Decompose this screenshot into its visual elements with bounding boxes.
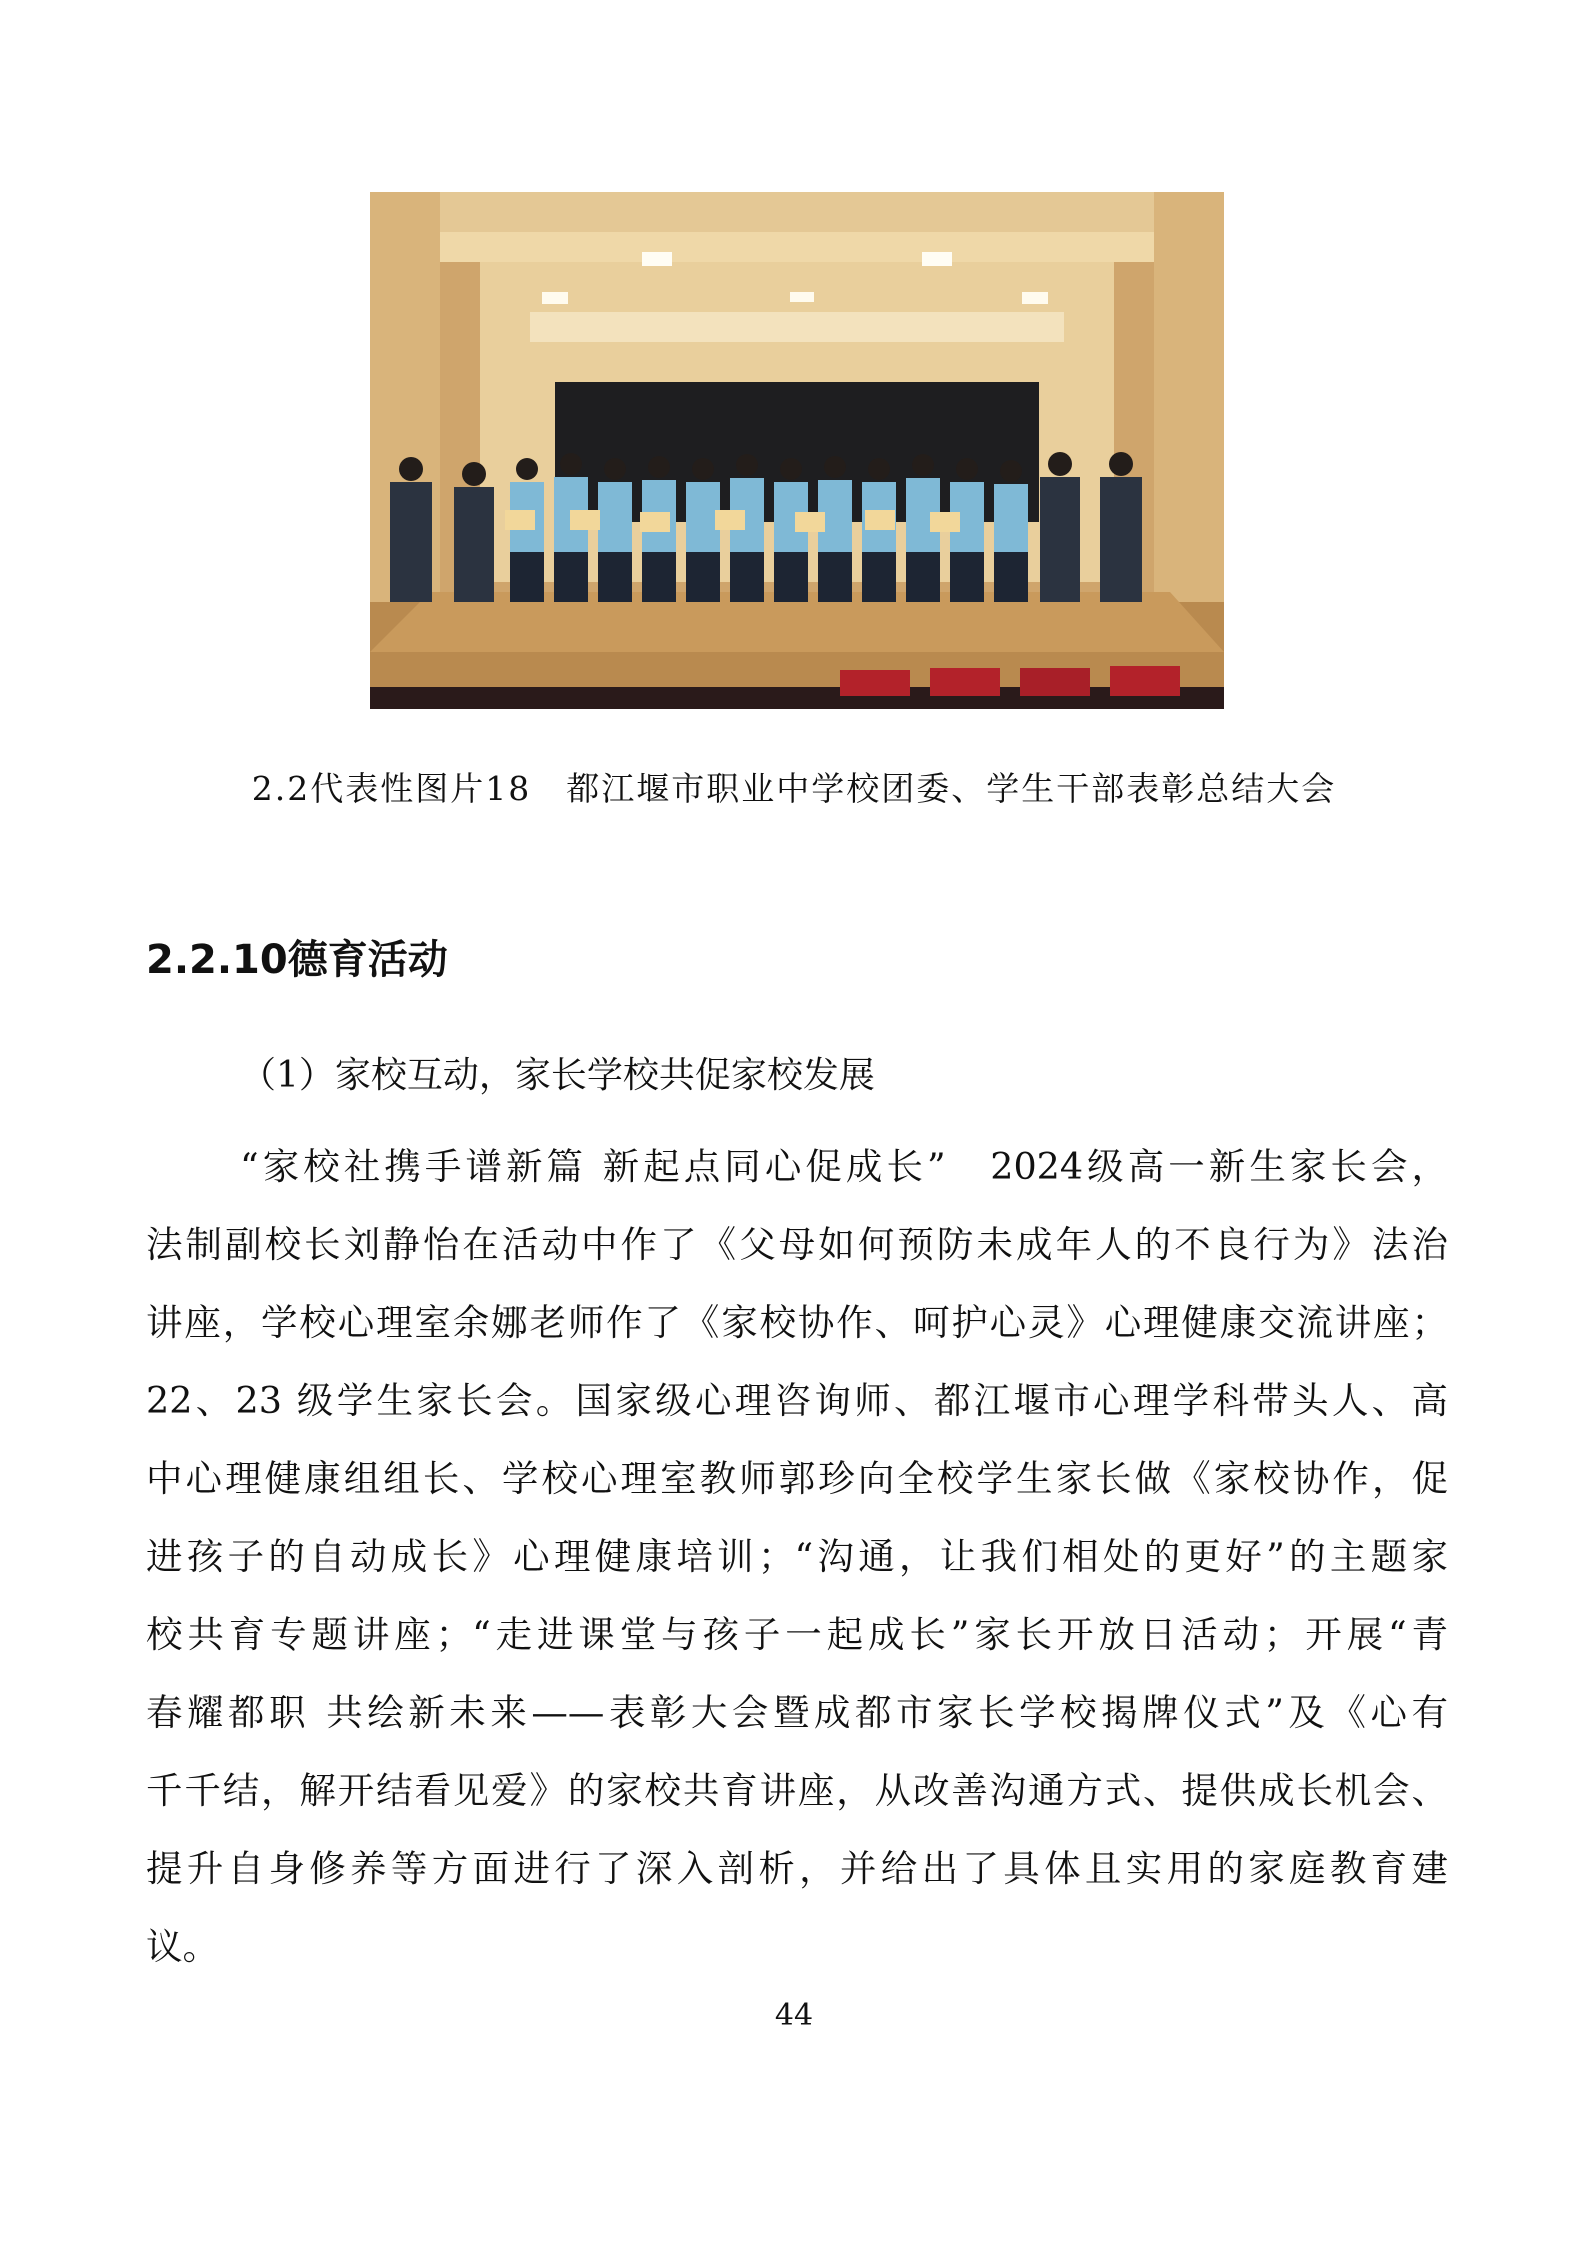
paragraph-line: “家校社携手谱新篇 新起点同心促成长” 2024级高一新生家长会， — [240, 1145, 1448, 1188]
paragraph-line: 春耀都职 共绘新未来——表彰大会暨成都市家长学校揭牌仪式”及《心有 — [146, 1691, 1448, 1734]
page-number: 44 — [774, 1998, 814, 2033]
paragraph-line: 千千结，解开结看见爱》的家校共育讲座，从改善沟通方式、提供成长机会、 — [146, 1769, 1448, 1812]
section-subheading: （1）家校互动，家长学校共促家校发展 — [240, 1055, 875, 1096]
paragraph-line: 提升自身修养等方面进行了深入剖析，并给出了具体且实用的家庭教育建 — [146, 1847, 1448, 1890]
paragraph-line: 进孩子的自动成长》心理健康培训；“沟通，让我们相处的更好”的主题家 — [146, 1535, 1448, 1578]
award-ceremony-photo-art — [370, 192, 1224, 709]
figure-caption: 2.2代表性图片18 都江堰市职业中学校团委、学生干部表彰总结大会 — [251, 769, 1337, 808]
award-ceremony-photo — [370, 192, 1224, 709]
paragraph-line: 校共育专题讲座；“走进课堂与孩子一起成长”家长开放日活动；开展“青 — [146, 1613, 1448, 1656]
paragraph-line: 讲座，学校心理室余娜老师作了《家校协作、呵护心灵》心理健康交流讲座； — [146, 1301, 1448, 1344]
body-paragraph — [146, 1128, 1448, 1986]
section-heading: 2.2.10德育活动 — [146, 937, 448, 983]
paragraph-line: 中心理健康组组长、学校心理室教师郭珍向全校学生家长做《家校协作，促 — [146, 1457, 1448, 1500]
paragraph-line: 议。 — [146, 1925, 219, 1968]
paragraph-line: 22、23 级学生家长会。国家级心理咨询师、都江堰市心理学科带头人、高 — [146, 1379, 1448, 1422]
paragraph-line: 法制副校长刘静怡在活动中作了《父母如何预防未成年人的不良行为》法治 — [146, 1223, 1448, 1266]
